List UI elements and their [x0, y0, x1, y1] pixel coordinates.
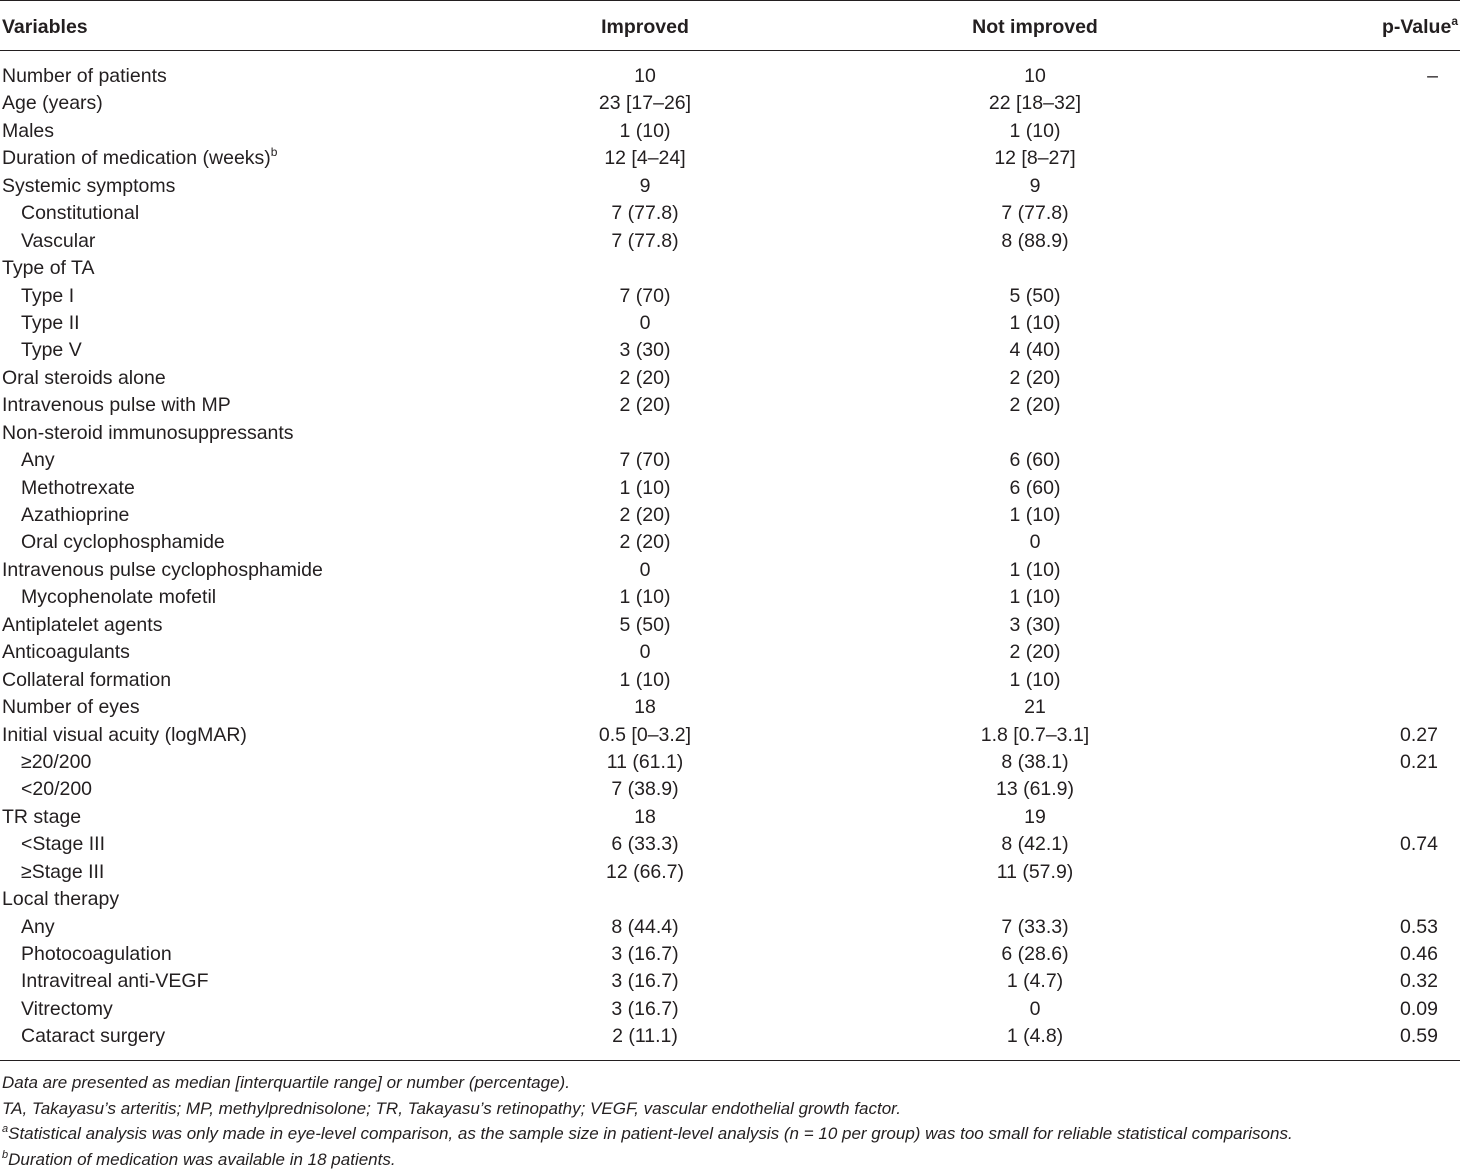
not-improved-cell: 2 (20) — [870, 365, 1200, 392]
not-improved-cell: 9 — [870, 173, 1200, 200]
improved-cell: 1 (10) — [480, 118, 810, 145]
variable-cell — [2, 255, 95, 282]
improved-cell: 3 (16.7) — [480, 968, 810, 995]
improved-cell: 0 — [480, 557, 810, 584]
not-improved-cell: 1 (4.7) — [870, 968, 1200, 995]
not-improved-cell: 6 (28.6) — [870, 941, 1200, 968]
improved-cell: 3 (16.7) — [480, 996, 810, 1023]
variable-label: Photocoagulation — [21, 943, 172, 965]
variable-cell — [2, 667, 171, 694]
table-row — [0, 337, 1460, 364]
not-improved-cell: 1 (10) — [870, 584, 1200, 611]
table-row — [0, 776, 1460, 803]
not-improved-cell: 3 (30) — [870, 612, 1200, 639]
p-value-cell: 0.27 — [1400, 722, 1438, 749]
variable-label: Type II — [21, 312, 80, 334]
not-improved-cell: 11 (57.9) — [870, 859, 1200, 886]
not-improved-cell: 1 (10) — [870, 557, 1200, 584]
table-row — [0, 968, 1460, 995]
not-improved-cell: 1 (4.8) — [870, 1023, 1200, 1050]
not-improved-cell: 1.8 [0.7–3.1] — [870, 722, 1200, 749]
variable-cell — [2, 420, 294, 447]
not-improved-cell: 4 (40) — [870, 337, 1200, 364]
footnote-text: Data are presented as median [interquartile range] or number (percentage). — [2, 1073, 570, 1092]
table-top-rule — [0, 0, 1460, 1]
table-body — [0, 63, 1460, 1051]
not-improved-cell: 21 — [870, 694, 1200, 721]
variable-cell — [21, 447, 55, 474]
not-improved-cell: 1 (10) — [870, 310, 1200, 337]
not-improved-cell: 8 (42.1) — [870, 831, 1200, 858]
table-row — [0, 996, 1460, 1023]
improved-cell: 23 [17–26] — [480, 90, 810, 117]
improved-cell: 0 — [480, 639, 810, 666]
variable-label: Type I — [21, 285, 74, 307]
header-p-value: p-Value$^a$ — [1382, 15, 1458, 39]
not-improved-cell: 13 (61.9) — [870, 776, 1200, 803]
improved-cell: 1 (10) — [480, 584, 810, 611]
table-row — [0, 1023, 1460, 1050]
header-p-value-footnote-marker: a — [1451, 14, 1458, 28]
table-row — [0, 831, 1460, 858]
variable-cell — [21, 337, 82, 364]
footnote-text: Duration of medication was available in 18 patients. — [8, 1150, 395, 1169]
table-row — [0, 145, 1460, 172]
variable-cell — [2, 557, 323, 584]
not-improved-cell: 0 — [870, 996, 1200, 1023]
improved-cell: 12 [4–24] — [480, 145, 810, 172]
header-improved: Improved — [480, 15, 810, 39]
table-row — [0, 804, 1460, 831]
p-value-cell: 0.32 — [1400, 968, 1438, 995]
table-row — [0, 475, 1460, 502]
not-improved-cell: 2 (20) — [870, 392, 1200, 419]
table-row — [0, 310, 1460, 337]
variable-cell — [21, 776, 92, 803]
variable-label: ≥Stage III — [21, 861, 104, 883]
table-row — [0, 694, 1460, 721]
variable-label: Any — [21, 449, 55, 471]
not-improved-cell: 1 (10) — [870, 118, 1200, 145]
table-row — [0, 557, 1460, 584]
table-row — [0, 200, 1460, 227]
improved-cell: 1 (10) — [480, 667, 810, 694]
variable-label: Antiplatelet agents — [2, 614, 162, 636]
not-improved-cell: 12 [8–27] — [870, 145, 1200, 172]
improved-cell: 7 (77.8) — [480, 200, 810, 227]
table-row — [0, 502, 1460, 529]
variable-label: Collateral formation — [2, 669, 171, 691]
variable-label: Systemic symptoms — [2, 175, 175, 197]
table-row — [0, 255, 1460, 282]
improved-cell: 11 (61.1) — [480, 749, 810, 776]
table-row — [0, 283, 1460, 310]
improved-cell: 2 (20) — [480, 365, 810, 392]
table-row — [0, 63, 1460, 90]
table-header-rule — [0, 50, 1460, 51]
table-row — [0, 667, 1460, 694]
improved-cell: 6 (33.3) — [480, 831, 810, 858]
not-improved-cell: 7 (77.8) — [870, 200, 1200, 227]
table-row — [0, 612, 1460, 639]
header-not-improved: Not improved — [870, 15, 1200, 39]
variable-cell — [2, 63, 167, 90]
variable-cell — [21, 914, 55, 941]
table-row — [0, 420, 1460, 447]
variable-cell — [21, 941, 172, 968]
table-row — [0, 392, 1460, 419]
variable-label: ≥20/200 — [21, 751, 91, 773]
variable-label: Duration of medication (weeks) — [2, 147, 271, 169]
variable-cell — [21, 283, 74, 310]
variable-label: Age (years) — [2, 92, 103, 114]
footnote-text: TA, Takayasu’s arteritis; MP, methylprednisolone; TR, Takayasu’s retinopathy; VEGF, vascular endothelial growth factor. — [2, 1099, 901, 1118]
table-row — [0, 228, 1460, 255]
variable-cell — [2, 886, 119, 913]
improved-cell: 5 (50) — [480, 612, 810, 639]
variable-cell — [2, 639, 130, 666]
not-improved-cell: 19 — [870, 804, 1200, 831]
improved-cell: 2 (20) — [480, 392, 810, 419]
table-row — [0, 529, 1460, 556]
not-improved-cell: 5 (50) — [870, 283, 1200, 310]
variable-label: Initial visual acuity (logMAR) — [2, 724, 247, 746]
variable-label: Number of patients — [2, 65, 167, 87]
variable-label: <Stage III — [21, 833, 105, 855]
table-row — [0, 639, 1460, 666]
variable-label: <20/200 — [21, 778, 92, 800]
table-row — [0, 941, 1460, 968]
p-value-cell: – — [1427, 63, 1438, 90]
not-improved-cell: 8 (88.9) — [870, 228, 1200, 255]
variable-label: Anticoagulants — [2, 641, 130, 663]
improved-cell: 12 (66.7) — [480, 859, 810, 886]
table-row — [0, 173, 1460, 200]
variable-cell — [21, 996, 113, 1023]
p-value-cell: 0.59 — [1400, 1023, 1438, 1050]
table-row — [0, 447, 1460, 474]
improved-cell: 18 — [480, 694, 810, 721]
variable-label: Males — [2, 120, 54, 142]
variable-label: Non-steroid immunosuppressants — [2, 422, 294, 444]
variable-cell — [2, 804, 81, 831]
footnote-marker: a — [2, 1123, 8, 1135]
improved-cell: 9 — [480, 173, 810, 200]
table-row — [0, 749, 1460, 776]
variable-cell — [21, 859, 104, 886]
header-variables: Variables — [2, 15, 88, 39]
table-row — [0, 584, 1460, 611]
table-row — [0, 886, 1460, 913]
not-improved-cell: 8 (38.1) — [870, 749, 1200, 776]
variable-cell — [21, 200, 139, 227]
variable-cell — [2, 145, 277, 172]
p-value-cell: 0.74 — [1400, 831, 1438, 858]
improved-cell: 2 (11.1) — [480, 1023, 810, 1050]
improved-cell: 7 (38.9) — [480, 776, 810, 803]
footnote — [2, 1070, 1452, 1096]
p-value-cell: 0.46 — [1400, 941, 1438, 968]
variable-cell — [21, 749, 91, 776]
variable-label: Oral cyclophosphamide — [21, 531, 225, 553]
improved-cell: 18 — [480, 804, 810, 831]
not-improved-cell: 6 (60) — [870, 447, 1200, 474]
variable-label: Type of TA — [2, 257, 95, 279]
variable-cell — [21, 228, 95, 255]
variable-label: Number of eyes — [2, 696, 140, 718]
variable-cell — [2, 90, 103, 117]
improved-cell: 7 (70) — [480, 447, 810, 474]
variable-label: Any — [21, 916, 55, 938]
variable-cell — [21, 529, 225, 556]
footnote — [2, 1096, 1452, 1122]
footnote-marker: b — [2, 1149, 8, 1161]
variable-label: Constitutional — [21, 202, 139, 224]
variable-label: Intravenous pulse with MP — [2, 394, 231, 416]
improved-cell: 0.5 [0–3.2] — [480, 722, 810, 749]
variable-cell — [21, 310, 80, 337]
improved-cell: 3 (16.7) — [480, 941, 810, 968]
improved-cell: 1 (10) — [480, 475, 810, 502]
improved-cell: 7 (70) — [480, 283, 810, 310]
variable-label: Vitrectomy — [21, 998, 113, 1020]
improved-cell: 0 — [480, 310, 810, 337]
variable-cell — [21, 831, 105, 858]
p-value-cell: 0.21 — [1400, 749, 1438, 776]
table-row — [0, 914, 1460, 941]
variable-label: Methotrexate — [21, 477, 135, 499]
variable-cell — [2, 118, 54, 145]
not-improved-cell: 1 (10) — [870, 502, 1200, 529]
not-improved-cell: 7 (33.3) — [870, 914, 1200, 941]
variable-label: Local therapy — [2, 888, 119, 910]
not-improved-cell: 0 — [870, 529, 1200, 556]
p-value-cell: 0.53 — [1400, 914, 1438, 941]
not-improved-cell: 22 [18–32] — [870, 90, 1200, 117]
table-row — [0, 365, 1460, 392]
variable-label: Cataract surgery — [21, 1025, 165, 1047]
not-improved-cell: 2 (20) — [870, 639, 1200, 666]
variable-cell — [21, 968, 208, 995]
variable-cell — [2, 365, 166, 392]
table-footnotes — [2, 1070, 1452, 1172]
table-row — [0, 118, 1460, 145]
footnote-marker: b — [271, 145, 278, 159]
table-row — [0, 90, 1460, 117]
footnote — [2, 1147, 1452, 1172]
variable-label: Azathioprine — [21, 504, 129, 526]
improved-cell: 3 (30) — [480, 337, 810, 364]
variable-cell — [2, 694, 140, 721]
variable-cell — [2, 392, 231, 419]
variable-cell — [2, 722, 247, 749]
p-value-cell: 0.09 — [1400, 996, 1438, 1023]
variable-cell — [21, 584, 216, 611]
not-improved-cell: 1 (10) — [870, 667, 1200, 694]
variable-label: Oral steroids alone — [2, 367, 166, 389]
footnote-text: Statistical analysis was only made in eye-level comparison, as the sample size in patient-level analysis (n = 10 per group) was too small for reliable statistical comparisons. — [8, 1124, 1293, 1143]
variable-label: Intravenous pulse cyclophosphamide — [2, 559, 323, 581]
variable-label: Mycophenolate mofetil — [21, 586, 216, 608]
not-improved-cell: 6 (60) — [870, 475, 1200, 502]
variable-label: TR stage — [2, 806, 81, 828]
variable-cell — [2, 173, 175, 200]
table-bottom-rule — [0, 1060, 1460, 1061]
variable-cell — [2, 612, 162, 639]
variable-cell — [21, 1023, 165, 1050]
variable-label: Type V — [21, 339, 82, 361]
table-row — [0, 722, 1460, 749]
improved-cell: 2 (20) — [480, 502, 810, 529]
variable-cell — [21, 475, 135, 502]
table-row — [0, 859, 1460, 886]
footnote — [2, 1121, 1452, 1147]
improved-cell: 10 — [480, 63, 810, 90]
variable-label: Intravitreal anti-VEGF — [21, 970, 208, 992]
variable-label: Vascular — [21, 230, 95, 252]
improved-cell: 2 (20) — [480, 529, 810, 556]
variable-cell — [21, 502, 129, 529]
not-improved-cell: 10 — [870, 63, 1200, 90]
improved-cell: 7 (77.8) — [480, 228, 810, 255]
improved-cell: 8 (44.4) — [480, 914, 810, 941]
